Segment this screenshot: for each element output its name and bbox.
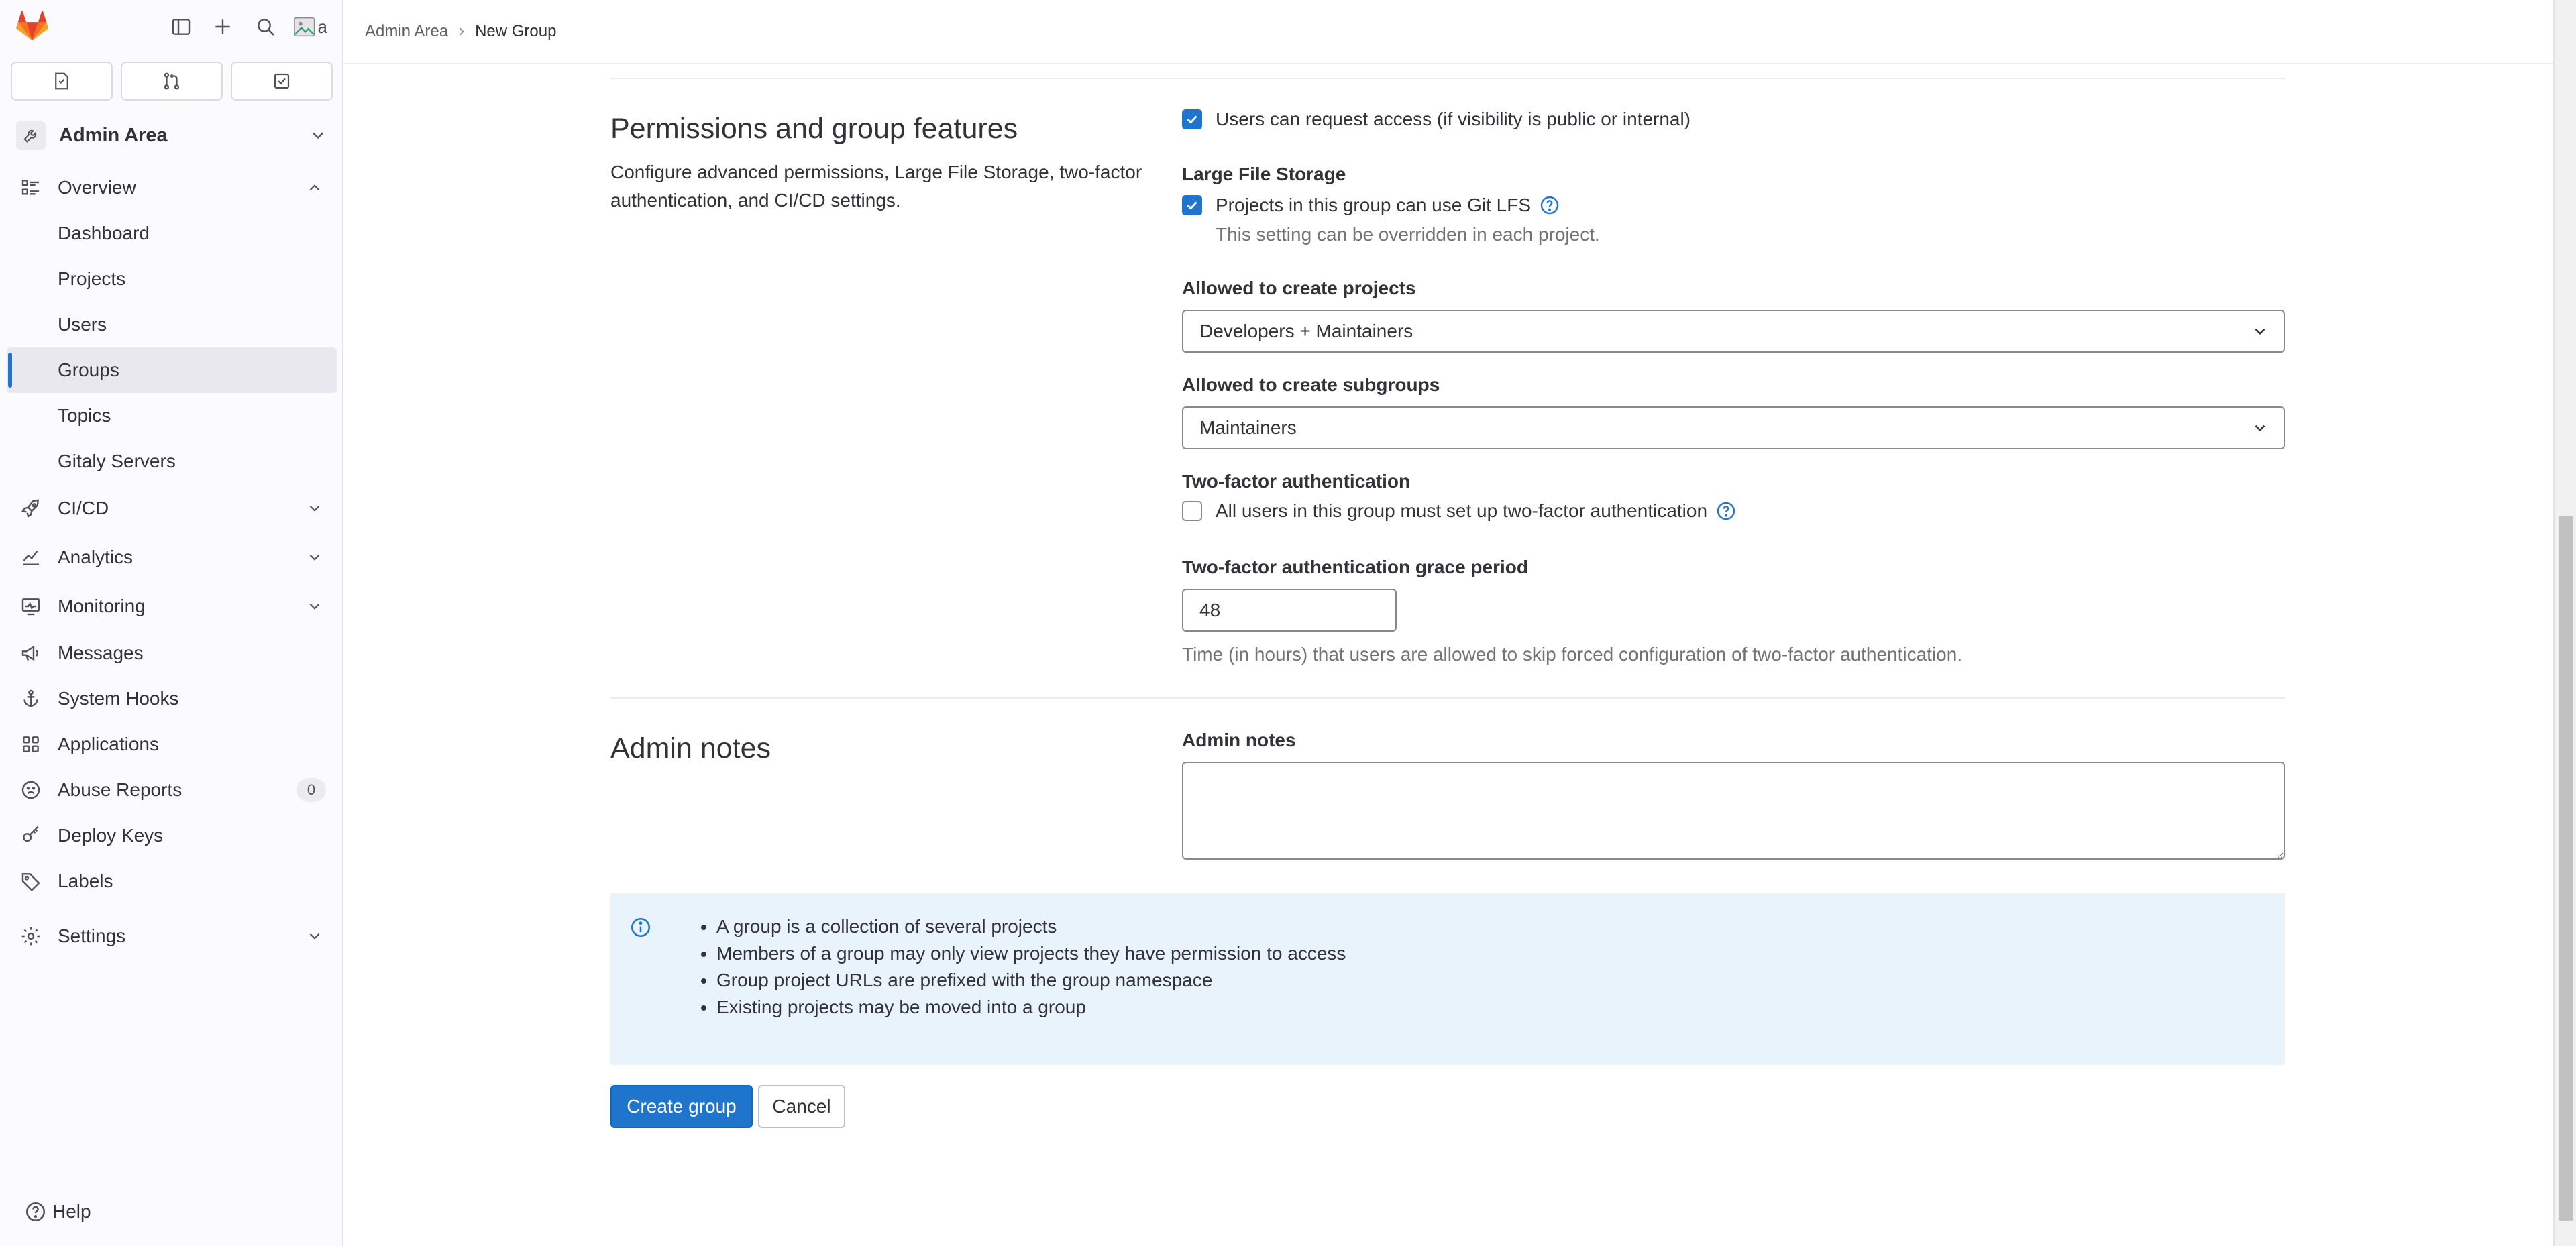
cancel-button[interactable]: Cancel — [758, 1085, 845, 1128]
lfs-heading: Large File Storage — [1182, 164, 1346, 184]
todo-icon — [272, 71, 292, 91]
breadcrumb-new-group[interactable]: New Group — [475, 22, 557, 40]
chevron-down-icon — [2251, 323, 2269, 340]
chevron-down-icon — [306, 500, 323, 517]
sidebar-item-gitaly-servers[interactable] — [0, 439, 343, 484]
checkmark-icon — [1185, 112, 1199, 127]
sidebar-item-topics[interactable] — [0, 393, 343, 439]
create-group-button[interactable]: Create group — [610, 1085, 753, 1128]
sidebar-item-label: System Hooks — [58, 688, 179, 709]
two-factor-heading: Two-factor authentication — [1182, 471, 1411, 492]
sidebar-item-label: Settings — [58, 925, 126, 946]
chevron-up-icon — [306, 179, 323, 196]
sidebar-item-label: Gitaly Servers — [58, 451, 176, 471]
create-projects-selected-value: Developers + Maintainers — [1199, 321, 1413, 341]
sidebar-item-label: Topics — [58, 405, 111, 426]
overview-list-icon — [19, 176, 43, 200]
lfs-hint: This setting can be overridden in each project. — [1216, 224, 1600, 245]
anchor-icon — [19, 687, 43, 711]
grace-period-hint: Time (in hours) that users are allowed to skip forced configuration of two-factor authentication. — [1182, 644, 1963, 665]
todos-counter-button[interactable] — [231, 62, 333, 101]
sidebar-item-label: Abuse Reports — [58, 779, 182, 800]
issues-icon — [52, 71, 72, 91]
lfs-row — [1182, 194, 1560, 216]
breadcrumb-admin-area[interactable]: Admin Area — [365, 22, 449, 40]
monitor-icon — [19, 594, 43, 618]
sidebar-item-labels[interactable] — [0, 858, 343, 904]
page-scrollbar[interactable] — [2553, 0, 2576, 1246]
grace-period-input[interactable] — [1182, 589, 1397, 632]
sidebar-item-label: Analytics — [58, 547, 133, 567]
sad-face-icon — [19, 778, 43, 802]
chevron-down-icon — [309, 126, 327, 145]
gear-icon — [19, 924, 43, 948]
sidebar-item-label: Deploy Keys — [58, 825, 164, 846]
merge-requests-counter-button[interactable] — [121, 62, 223, 101]
context-label: Admin Area — [59, 124, 168, 146]
permissions-section-description: Configure advanced permissions, Large File Storage, two-factor authentication, and CI/CD settings. — [610, 162, 1142, 211]
context-switcher[interactable] — [11, 114, 335, 157]
create-projects-select[interactable] — [1182, 310, 2285, 353]
permissions-section-title: Permissions and group features — [610, 113, 1018, 145]
sidebar-item-settings[interactable] — [0, 913, 343, 959]
sidebar-item-monitoring[interactable] — [0, 582, 343, 630]
chart-icon — [19, 545, 43, 569]
help-question-icon — [24, 1200, 47, 1223]
label-tag-icon — [19, 869, 43, 893]
merge-request-icon — [162, 71, 182, 91]
sidebar-nav — [0, 165, 343, 959]
chevron-down-icon — [306, 598, 323, 615]
lfs-checkbox[interactable] — [1182, 195, 1202, 215]
sidebar-item-abuse-reports[interactable] — [0, 767, 343, 813]
request-access-label: Users can request access (if visibility is public or internal) — [1216, 109, 1691, 129]
sidebar-item-cicd[interactable] — [0, 484, 343, 532]
info-icon — [629, 916, 652, 939]
sidebar-item-label: Applications — [58, 734, 159, 754]
sidebar-item-dashboard[interactable] — [0, 211, 343, 256]
sidebar-item-analytics[interactable] — [0, 532, 343, 582]
sidebar-item-deploy-keys[interactable] — [0, 813, 343, 858]
create-new-plus-icon[interactable] — [209, 13, 236, 40]
section-divider — [610, 78, 2285, 79]
admin-notes-label: Admin notes — [1182, 730, 1296, 750]
sidebar-item-label: Users — [58, 314, 107, 335]
sidebar-item-label: Projects — [58, 268, 126, 289]
admin-notes-textarea[interactable] — [1182, 762, 2285, 860]
request-access-checkbox[interactable] — [1182, 109, 1202, 129]
sidebar-top-bar — [0, 0, 343, 56]
grace-period-label: Two-factor authentication grace period — [1182, 557, 1528, 577]
broken-image-icon — [292, 15, 317, 39]
create-subgroups-label: Allowed to create subgroups — [1182, 374, 1440, 395]
key-icon — [19, 824, 43, 848]
info-list-item: • Members of a group may only view projects they have permission to access — [716, 940, 1346, 967]
avatar-alt-text: a — [317, 16, 327, 37]
sidebar-item-system-hooks[interactable] — [0, 676, 343, 722]
sidebar-item-groups[interactable] — [7, 347, 337, 393]
abuse-reports-count-badge: 0 — [297, 778, 326, 802]
create-subgroups-select[interactable] — [1182, 406, 2285, 449]
info-list-item: • A group is a collection of several projects — [716, 913, 1346, 940]
sidebar-item-users[interactable] — [0, 302, 343, 347]
sidebar-item-label: Overview — [58, 177, 136, 198]
two-factor-checkbox[interactable] — [1182, 501, 1202, 521]
bullhorn-icon — [19, 641, 43, 665]
lfs-label: Projects in this group can use Git LFS — [1216, 194, 1531, 215]
issues-counter-button[interactable] — [11, 62, 113, 101]
two-factor-label: All users in this group must set up two-factor authentication — [1216, 500, 1708, 521]
info-list-item: • Group project URLs are prefixed with the group namespace — [716, 967, 1346, 994]
sidebar-item-projects[interactable] — [0, 256, 343, 302]
help-button[interactable] — [24, 1200, 91, 1223]
section-divider — [610, 697, 2285, 699]
question-mark-icon[interactable] — [1539, 194, 1560, 216]
sidebar-toggle-icon[interactable] — [168, 13, 195, 40]
chevron-down-icon — [306, 549, 323, 566]
chevron-down-icon — [2251, 419, 2269, 437]
search-icon[interactable] — [252, 13, 279, 40]
admin-notes-section-title: Admin notes — [610, 732, 771, 764]
admin-wrench-icon — [16, 121, 46, 150]
request-access-row — [1182, 109, 1690, 130]
help-label: Help — [52, 1201, 91, 1222]
create-subgroups-selected-value: Maintainers — [1199, 417, 1297, 438]
sidebar-item-messages[interactable] — [0, 630, 343, 676]
user-counters — [11, 62, 333, 101]
sidebar — [0, 0, 343, 1246]
scrollbar-thumb[interactable] — [2559, 516, 2573, 1221]
two-factor-row — [1182, 500, 1737, 522]
top-bar — [343, 0, 2553, 64]
chevron-right-icon — [455, 25, 468, 38]
user-avatar[interactable] — [292, 12, 327, 42]
sidebar-item-label: Messages — [58, 642, 144, 663]
create-projects-label: Allowed to create projects — [1182, 278, 1416, 298]
sidebar-item-label: CI/CD — [58, 498, 109, 518]
question-mark-icon[interactable] — [1715, 500, 1737, 522]
sidebar-item-overview[interactable] — [0, 165, 343, 211]
applications-grid-icon — [19, 732, 43, 756]
main-content — [343, 64, 2553, 1246]
sidebar-item-label: Dashboard — [58, 223, 150, 243]
sidebar-item-label: Monitoring — [58, 596, 146, 616]
sidebar-item-label: Labels — [58, 870, 113, 891]
gitlab-logo-icon[interactable] — [15, 9, 50, 44]
rocket-icon — [19, 496, 43, 520]
checkmark-icon — [1185, 198, 1199, 213]
info-list-item: • Existing projects may be moved into a group — [716, 994, 1346, 1021]
sidebar-item-applications[interactable] — [0, 722, 343, 767]
sidebar-item-label: Groups — [58, 359, 119, 380]
info-alert — [610, 893, 2285, 1065]
info-list — [696, 913, 1346, 1021]
chevron-down-icon — [306, 927, 323, 945]
breadcrumb — [365, 22, 556, 41]
